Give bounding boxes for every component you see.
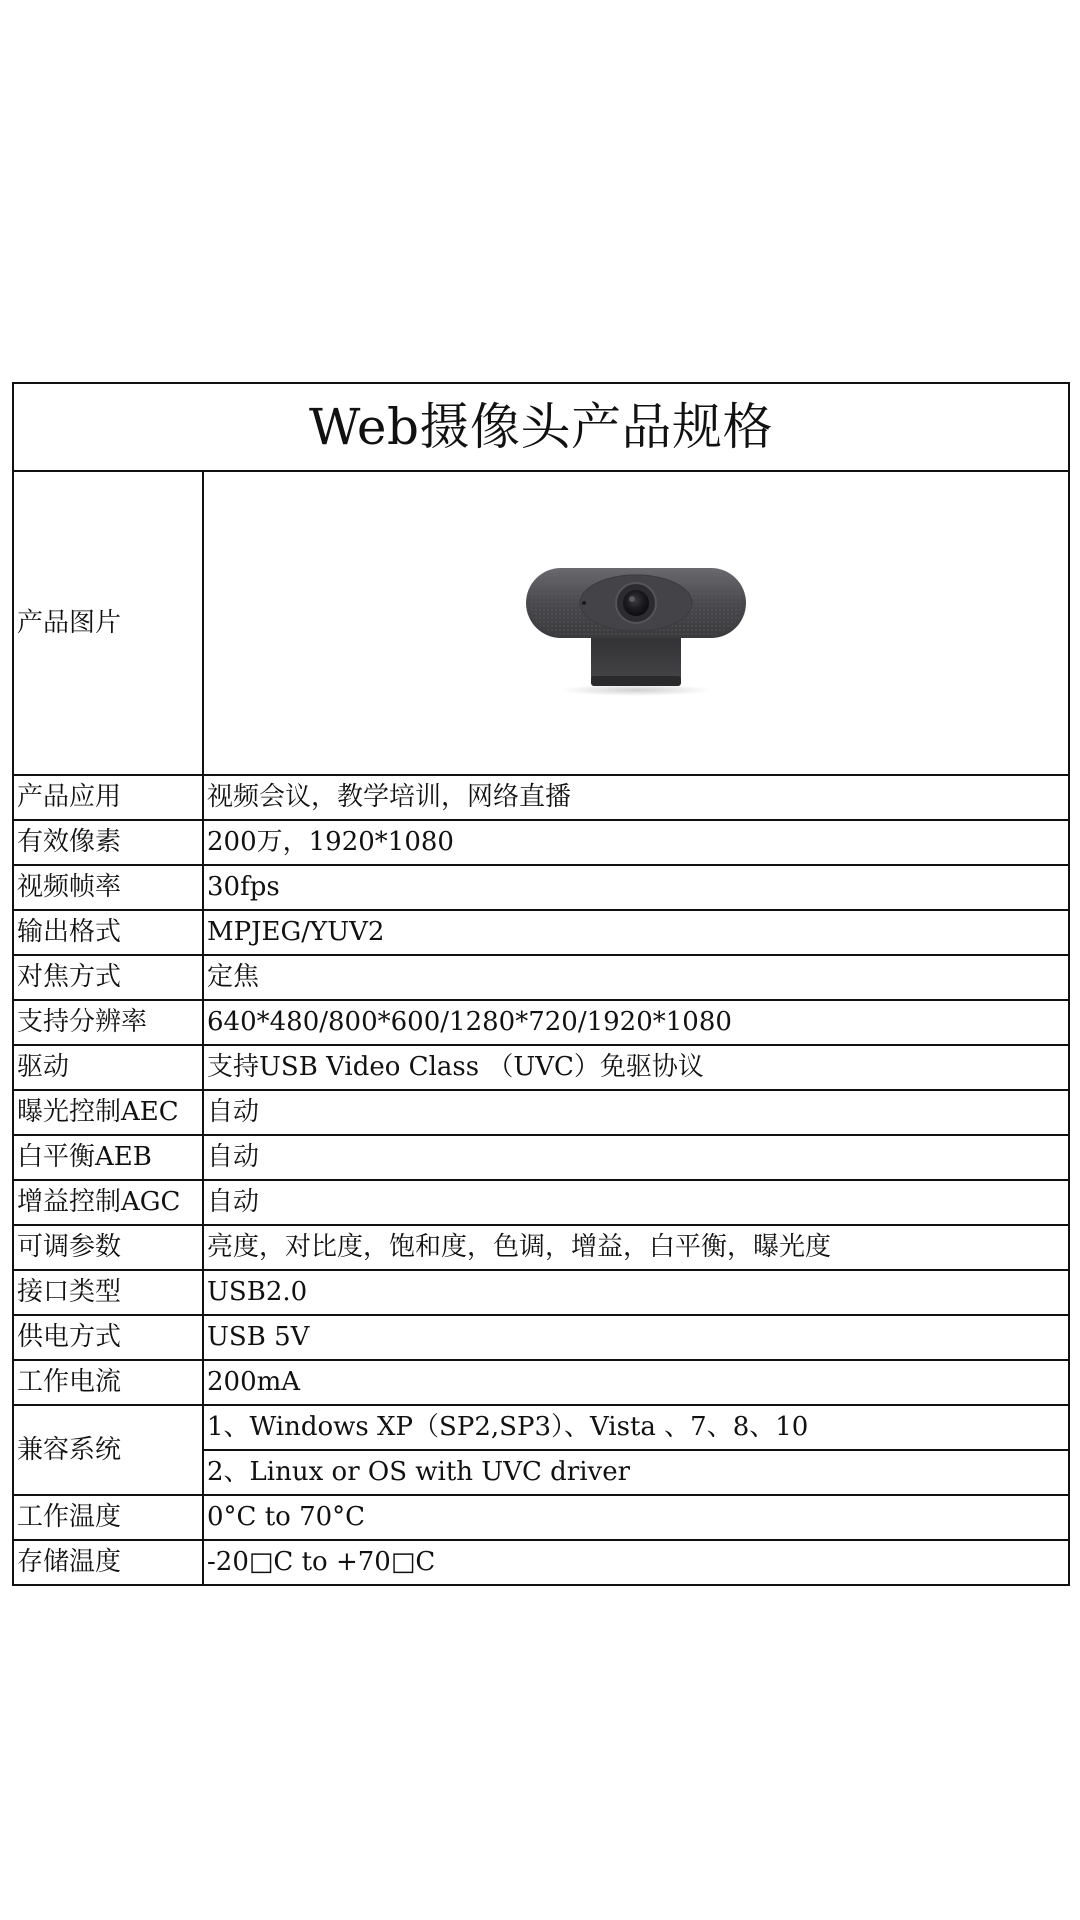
spec-value: -20□C to +70□C	[203, 1540, 1069, 1585]
spec-label: 有效像素	[13, 820, 203, 865]
spec-label: 白平衡AEB	[13, 1135, 203, 1180]
webcam-icon	[506, 540, 766, 700]
spec-row	[13, 910, 1069, 955]
spec-rows	[13, 775, 1069, 1585]
spec-value: 2、Linux or OS with UVC driver	[203, 1450, 1069, 1495]
spec-label: 工作电流	[13, 1360, 203, 1405]
spec-row	[13, 1315, 1069, 1360]
spec-label: 输出格式	[13, 910, 203, 955]
spec-label: 增益控制AGC	[13, 1180, 203, 1225]
spec-row	[13, 865, 1069, 910]
spec-row	[13, 1135, 1069, 1180]
spec-label: 曝光控制AEC	[13, 1090, 203, 1135]
spec-label: 兼容系统	[13, 1405, 203, 1495]
temp-row	[13, 1495, 1069, 1540]
spec-label: 支持分辨率	[13, 1000, 203, 1045]
spec-row	[13, 820, 1069, 865]
spec-value: 30fps	[203, 865, 1069, 910]
spec-row	[13, 1180, 1069, 1225]
spec-label: 接口类型	[13, 1270, 203, 1315]
product-image-cell	[203, 471, 1069, 775]
spec-label: 工作温度	[13, 1495, 203, 1540]
spec-label: 供电方式	[13, 1315, 203, 1360]
spec-value: 自动	[203, 1090, 1069, 1135]
spec-row	[13, 1270, 1069, 1315]
spec-label: 产品应用	[13, 775, 203, 820]
spec-value: MPJEG/YUV2	[203, 910, 1069, 955]
spec-value: 视频会议，教学培训，网络直播	[203, 775, 1069, 820]
spec-value: 200万，1920*1080	[203, 820, 1069, 865]
spec-row	[13, 775, 1069, 820]
spec-label: 可调参数	[13, 1225, 203, 1270]
temp-row	[13, 1540, 1069, 1585]
spec-row	[13, 1360, 1069, 1405]
spec-value: 640*480/800*600/1280*720/1920*1080	[203, 1000, 1069, 1045]
spec-value: 0°C to 70°C	[203, 1495, 1069, 1540]
spec-label: 对焦方式	[13, 955, 203, 1000]
spec-table	[12, 382, 1070, 1586]
spec-value: 亮度，对比度，饱和度，色调，增益，白平衡，曝光度	[203, 1225, 1069, 1270]
spec-label: 存储温度	[13, 1540, 203, 1585]
spec-row	[13, 1000, 1069, 1045]
spec-value: 自动	[203, 1135, 1069, 1180]
spec-value: USB2.0	[203, 1270, 1069, 1315]
spec-row	[13, 1225, 1069, 1270]
spec-label: 驱动	[13, 1045, 203, 1090]
spec-row	[13, 1045, 1069, 1090]
spec-value: 支持USB Video Class （UVC）免驱协议	[203, 1045, 1069, 1090]
page-title: Web摄像头产品规格	[13, 383, 1069, 471]
spec-value: 自动	[203, 1180, 1069, 1225]
spec-value: USB 5V	[203, 1315, 1069, 1360]
spec-value: 定焦	[203, 955, 1069, 1000]
spec-value: 1、Windows XP（SP2,SP3）、Vista 、7、8、10	[203, 1405, 1069, 1450]
compat-row	[13, 1405, 1069, 1450]
image-label: 产品图片	[13, 471, 203, 775]
title-row	[13, 383, 1069, 471]
spec-value: 200mA	[203, 1360, 1069, 1405]
spec-row	[13, 1090, 1069, 1135]
image-row	[13, 471, 1069, 775]
spec-label: 视频帧率	[13, 865, 203, 910]
spec-row	[13, 955, 1069, 1000]
